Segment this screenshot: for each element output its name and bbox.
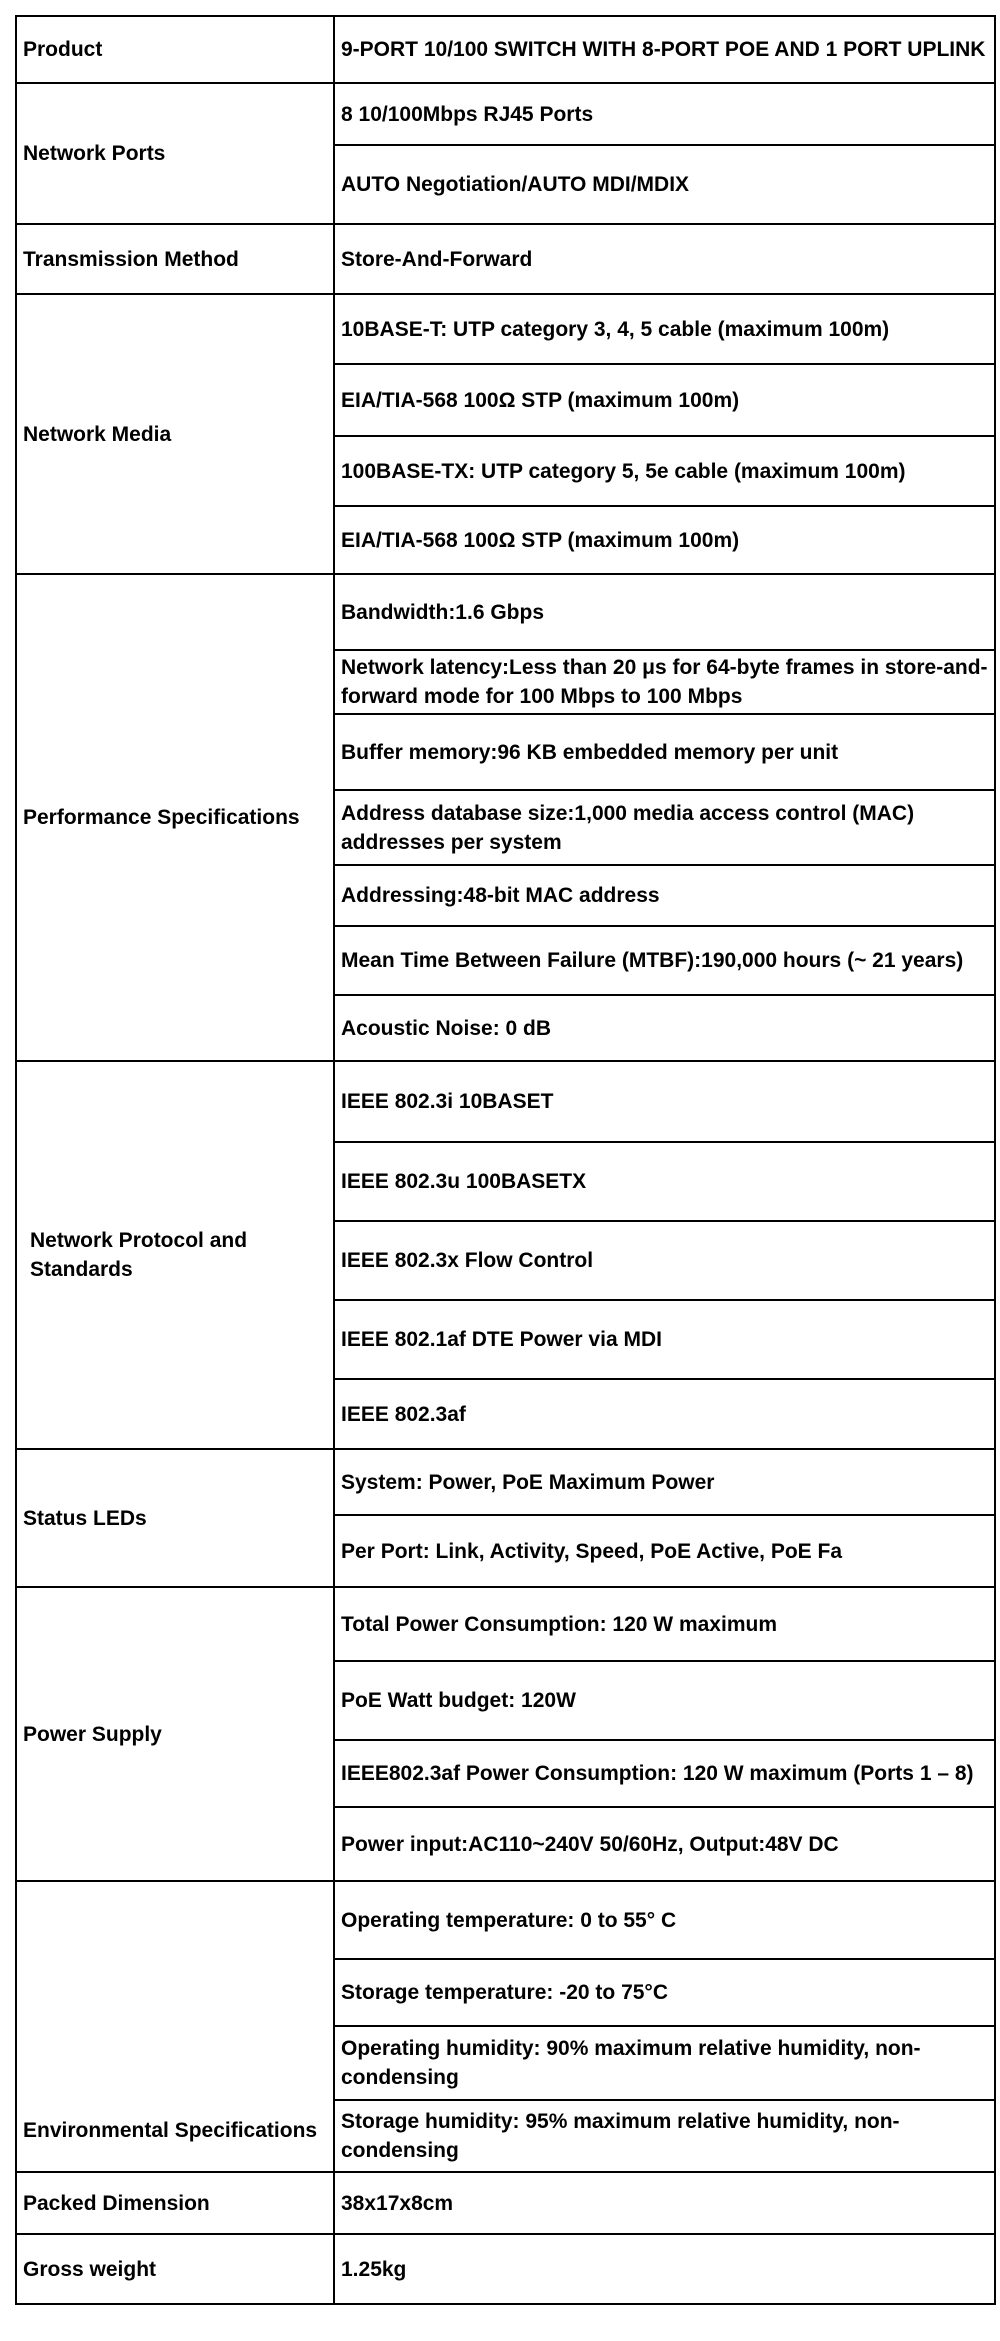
spec-table: [15, 15, 996, 2305]
value-cell: [334, 1142, 995, 1221]
category-cell-power-supply: [16, 1587, 334, 1881]
spec-row: [16, 2172, 995, 2234]
value-cell: [334, 83, 995, 145]
value-cell: [334, 1061, 995, 1142]
value-cell: [334, 2100, 995, 2172]
value-cell: [334, 1379, 995, 1449]
value-cell: [334, 2172, 995, 2234]
category-cell-status-leds: [16, 1449, 334, 1587]
value-cell: [334, 1300, 995, 1379]
value-cell: [334, 436, 995, 506]
category-cell-transmission-method: [16, 224, 334, 294]
spec-value: System: Power, PoE Maximum Power: [341, 1470, 715, 1494]
spec-row: [16, 1881, 995, 1959]
category-label: Power Supply: [23, 1722, 162, 1746]
value-cell: [334, 995, 995, 1061]
spec-row: [16, 294, 995, 364]
spec-value: 8 10/100Mbps RJ45 Ports: [341, 102, 594, 126]
spec-value: EIA/TIA-568 100Ω STP (maximum 100m): [341, 528, 740, 552]
value-cell: [334, 1587, 995, 1661]
category-label: Gross weight: [23, 2257, 157, 2281]
spec-value: 10BASE-T: UTP category 3, 4, 5 cable (maximum 100m): [341, 317, 890, 341]
category-label: Network Media: [23, 422, 172, 446]
category-label: Environmental Specifications: [23, 2119, 318, 2142]
value-cell: [334, 790, 995, 865]
category-cell-environmental-specifications: [16, 1881, 334, 2172]
spec-value: EIA/TIA-568 100Ω STP (maximum 100m): [341, 388, 740, 412]
value-cell: [334, 2234, 995, 2304]
spec-value: 100BASE-TX: UTP category 5, 5e cable (maximum 100m): [341, 459, 906, 483]
spec-value: IEEE802.3af Power Consumption: 120 W maximum (Ports 1 – 8): [341, 1762, 974, 1785]
spec-value: 9-PORT 10/100 SWITCH WITH 8-PORT POE AND 1 PORT UPLINK: [341, 38, 986, 61]
category-cell-network-protocol-and-standards: [16, 1061, 334, 1449]
spec-value: 1.25kg: [341, 2257, 407, 2281]
value-cell: [334, 574, 995, 650]
category-cell-packed-dimension: [16, 2172, 334, 2234]
category-label: Product: [23, 38, 103, 61]
spec-row: [16, 83, 995, 145]
spec-row: [16, 1449, 995, 1515]
category-label: Transmission Method: [23, 247, 239, 271]
value-cell: [334, 1881, 995, 1959]
spec-value: Network latency:Less than 20 μs for 64-byte frames in store-and-forward mode for 100 Mbps to 100 Mbps: [341, 656, 988, 708]
spec-row: [16, 574, 995, 650]
spec-value: Storage humidity: 95% maximum relative humidity, non-condensing: [341, 2110, 900, 2162]
value-cell: [334, 1807, 995, 1881]
category-label: Performance Specifications: [23, 806, 300, 829]
spec-value: PoE Watt budget: 120W: [341, 1689, 576, 1712]
spec-value: IEEE 802.3i 10BASET: [341, 1090, 554, 1113]
spec-value: Operating temperature: 0 to 55° C: [341, 1908, 677, 1932]
spec-value: IEEE 802.3af: [341, 1402, 466, 1426]
value-cell: [334, 364, 995, 436]
spec-value: Power input:AC110~240V 50/60Hz, Output:48V DC: [341, 1832, 839, 1856]
value-cell: [334, 2026, 995, 2100]
value-cell: [334, 1449, 995, 1515]
value-cell: [334, 224, 995, 294]
category-cell-network-ports: [16, 83, 334, 224]
spec-value: IEEE 802.1af DTE Power via MDI: [341, 1328, 662, 1351]
spec-value: AUTO Negotiation/AUTO MDI/MDIX: [341, 173, 690, 196]
value-cell: [334, 294, 995, 364]
category-cell-product: [16, 16, 334, 83]
category-cell-performance-specifications: [16, 574, 334, 1061]
spec-row: [16, 1061, 995, 1142]
spec-table-body: [16, 16, 995, 2304]
value-cell: [334, 865, 995, 926]
value-cell: [334, 1740, 995, 1807]
spec-row: [16, 1587, 995, 1661]
category-label: Packed Dimension: [23, 2191, 210, 2215]
spec-value: Operating humidity: 90% maximum relative humidity, non-condensing: [341, 2037, 921, 2089]
spec-value: Store-And-Forward: [341, 247, 533, 271]
category-label: Network Ports: [23, 142, 166, 165]
value-cell: [334, 506, 995, 574]
spec-value: Buffer memory:96 KB embedded memory per unit: [341, 740, 839, 764]
category-cell-network-media: [16, 294, 334, 574]
category-cell-gross-weight: [16, 2234, 334, 2304]
spec-value: Total Power Consumption: 120 W maximum: [341, 1612, 777, 1636]
spec-value: 38x17x8cm: [341, 2191, 454, 2215]
category-label: Status LEDs: [23, 1506, 147, 1530]
value-cell: [334, 650, 995, 714]
value-cell: [334, 1959, 995, 2026]
spec-row: [16, 2234, 995, 2304]
spec-row: [16, 224, 995, 294]
spec-value: Mean Time Between Failure (MTBF):190,000 hours (~ 21 years): [341, 949, 964, 972]
value-cell: [334, 145, 995, 224]
spec-row: [16, 16, 995, 83]
spec-value: Address database size:1,000 media access control (MAC) addresses per system: [341, 801, 915, 854]
value-cell: [334, 926, 995, 995]
spec-value: IEEE 802.3u 100BASETX: [341, 1170, 587, 1193]
spec-value: Addressing:48-bit MAC address: [341, 884, 660, 907]
value-cell: [334, 16, 995, 83]
spec-value: Acoustic Noise: 0 dB: [341, 1016, 552, 1040]
spec-value: IEEE 802.3x Flow Control: [341, 1249, 594, 1272]
spec-value: Per Port: Link, Activity, Speed, PoE Active, PoE Fa: [341, 1539, 843, 1563]
spec-value: Storage temperature: -20 to 75°C: [341, 1981, 668, 2004]
value-cell: [334, 1515, 995, 1587]
value-cell: [334, 714, 995, 790]
category-label: Network Protocol and Standards: [30, 1229, 248, 1281]
value-cell: [334, 1221, 995, 1300]
spec-value: Bandwidth:1.6 Gbps: [341, 600, 545, 624]
value-cell: [334, 1661, 995, 1740]
